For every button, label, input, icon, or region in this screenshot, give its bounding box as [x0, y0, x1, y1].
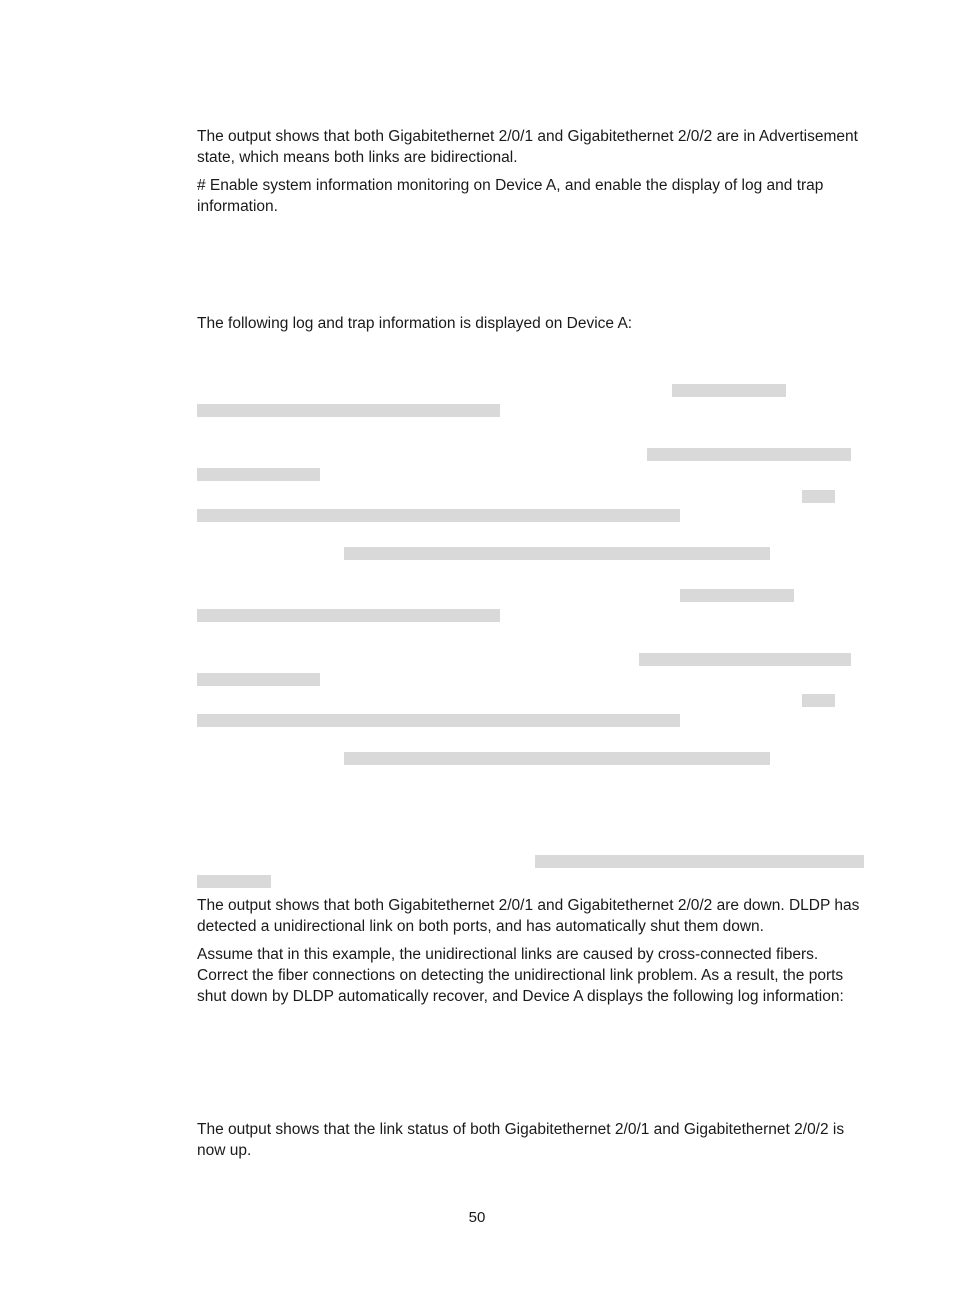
paragraph-advertisement-state: The output shows that both Gigabitethernet 2/0/1 and Gigabitethernet 2/0/2 are in Advertisement state, which means both links are bidirectional.: [197, 128, 858, 166]
paragraph-log-trap-intro: The following log and trap information is displayed on Device A:: [197, 315, 633, 332]
redacted-text: [639, 653, 851, 666]
redacted-text: [344, 752, 770, 765]
paragraph-link-status-up: The output shows that the link status of both Gigabitethernet 2/0/1 and Gigabitethernet 2/0/2 is now up.: [197, 1121, 845, 1159]
redacted-text: [535, 855, 864, 868]
paragraph-enable-monitoring: # Enable system information monitoring on Device A, and enable the display of log and trap information.: [197, 177, 824, 215]
redacted-text: [197, 468, 320, 481]
redacted-text: [197, 673, 320, 686]
redacted-text: [672, 384, 786, 397]
redacted-text: [197, 875, 271, 888]
redacted-text: [680, 589, 794, 602]
redacted-text: [197, 609, 500, 622]
redacted-text: [197, 404, 500, 417]
page-number: 50: [468, 1209, 486, 1226]
redacted-text: [802, 490, 835, 503]
redacted-text: [647, 448, 851, 461]
redacted-text: [344, 547, 770, 560]
redacted-text: [802, 694, 835, 707]
paragraph-ports-down: The output shows that both Gigabitethernet 2/0/1 and Gigabitethernet 2/0/2 are down. DLDP has detected a unidirectional link on both ports, and has automatically shut them down.: [197, 897, 860, 935]
paragraph-cross-connected-fibers: Assume that in this example, the unidirectional links are caused by cross-connected fibers. Correct the fiber connections on detecting the unidirectional link problem. As a result, the ports shut down by DLDP automatically recover, and Device A displays the following log information:: [197, 946, 844, 1005]
redacted-text: [197, 714, 680, 727]
redacted-text: [197, 509, 680, 522]
